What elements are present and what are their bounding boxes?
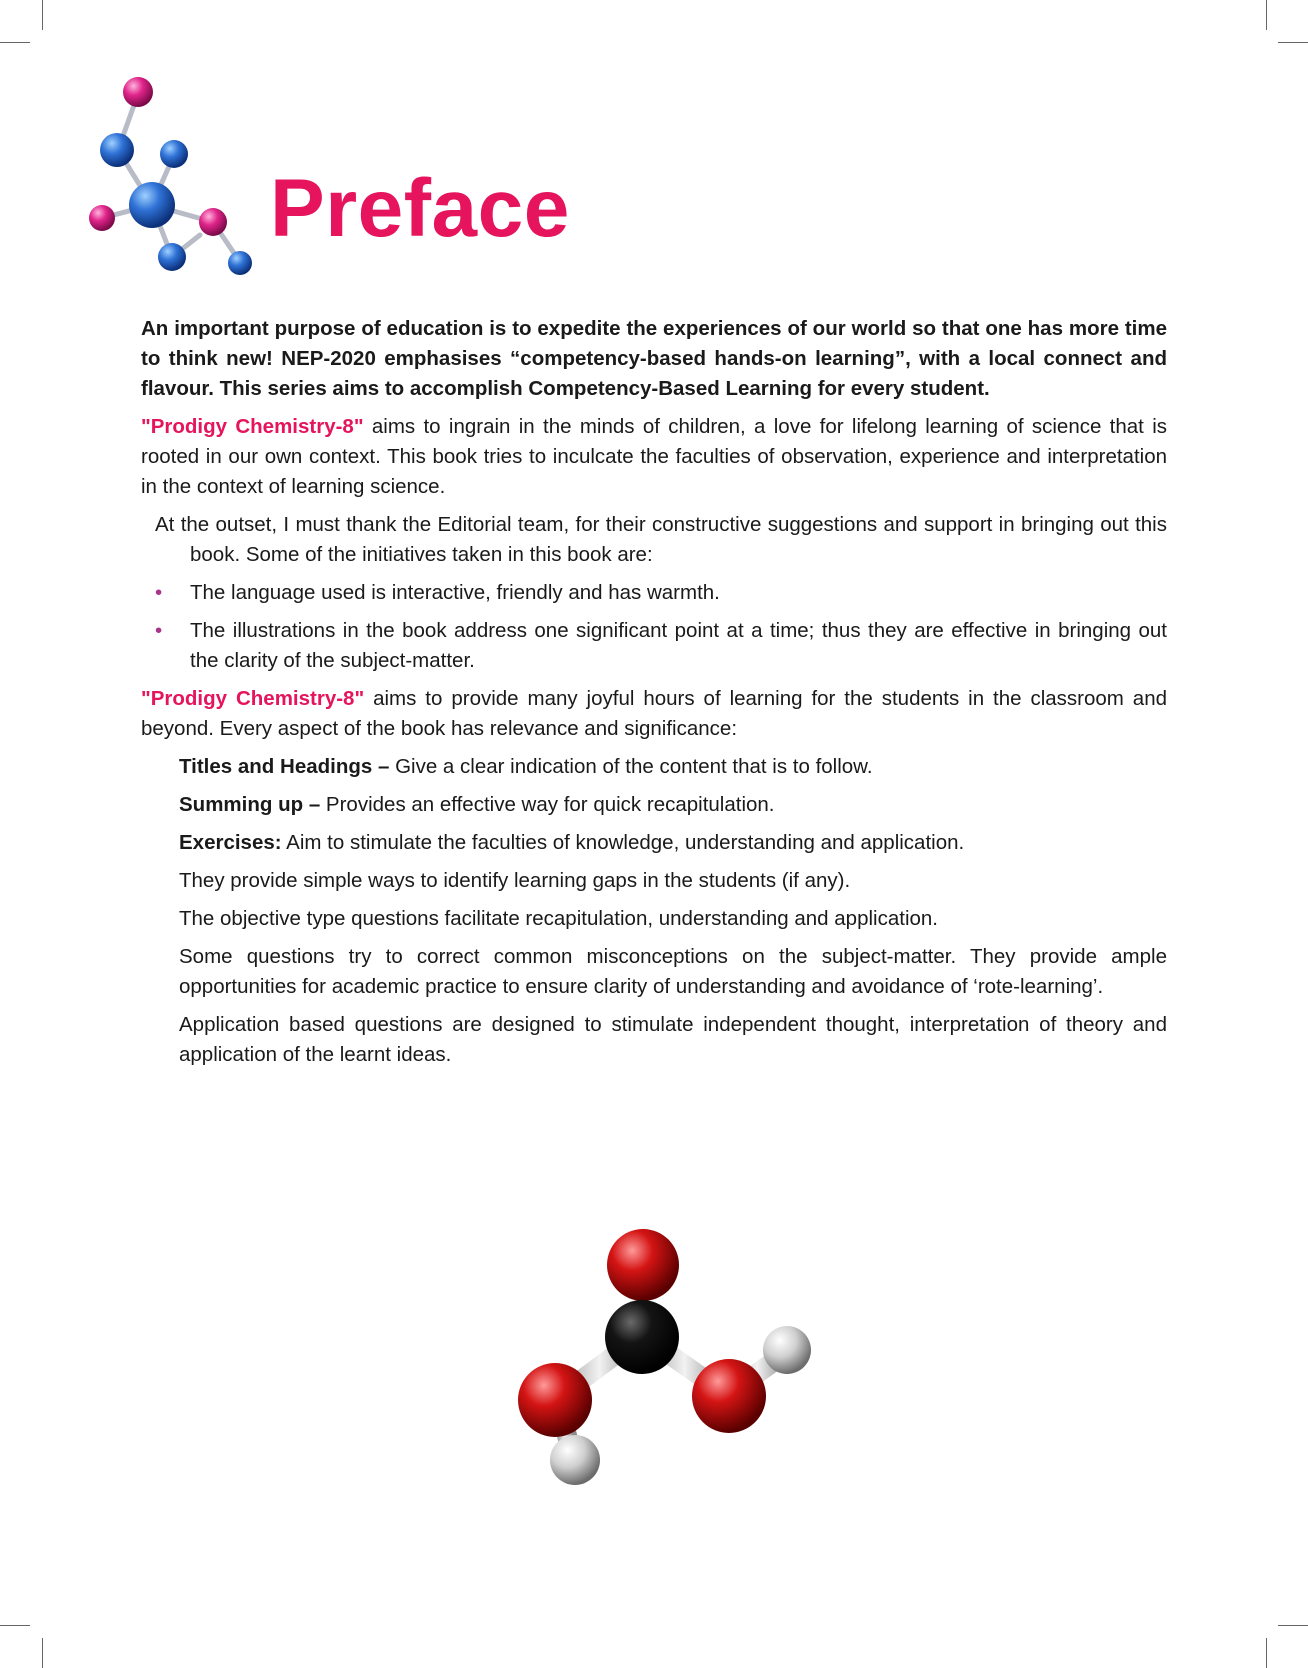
exercise-note: The objective type questions facilitate recapitulation, understanding and application. — [179, 907, 938, 930]
crop-mark-bottom-right-h — [1278, 1625, 1308, 1626]
exercise-note: Some questions try to correct common misconceptions on the subject-matter. They provide ample opportunities for academic practice to ensure clarity of understanding and avoidance of ‘rote-learning’. — [179, 945, 1167, 998]
paragraph-1 — [141, 412, 1167, 502]
crop-mark-top-left-h — [0, 42, 30, 43]
crop-mark-bottom-left-h — [0, 1625, 30, 1626]
feature-label: Summing up – — [179, 793, 321, 816]
book-title: "Prodigy Chemistry-8" — [141, 687, 365, 710]
intro-paragraph: An important purpose of education is to expedite the experiences of our world so that one has more time to think new! NEP-2020 emphasises “competency-based hands-on learning”, with a local connect and flavour. This series aims to accomplish Competency-Based Learning for every student. — [141, 317, 1167, 400]
exercise-note: Application based questions are designed to stimulate independent thought, interpretation of theory and application of the learnt ideas. — [179, 1013, 1167, 1066]
preface-body — [141, 314, 1167, 1078]
carbonic-acid-molecule-icon — [505, 1220, 825, 1505]
feature-item — [141, 790, 1167, 820]
bullet-icon: • — [155, 619, 163, 642]
feature-text: Give a clear indication of the content that is to follow. — [389, 755, 873, 778]
bullet-text: The language used is interactive, friendly and has warmth. — [190, 581, 720, 604]
feature-item — [141, 752, 1167, 782]
crop-mark-top-left — [42, 0, 43, 30]
feature-item — [141, 828, 1167, 858]
crop-mark-top-right — [1266, 0, 1267, 30]
paragraph-3 — [141, 684, 1167, 744]
exercise-note: They provide simple ways to identify learning gaps in the students (if any). — [179, 869, 851, 892]
molecule-icon — [80, 70, 270, 280]
bullet-icon: • — [155, 581, 163, 604]
paragraph-2: At the outset, I must thank the Editorial team, for their constructive suggestions and support in bringing out this book. Some of the initiatives taken in this book are: — [155, 513, 1167, 566]
paragraph-1-text: aims to ingrain in the minds of children, a love for lifelong learning of science that is rooted in our own context. This book tries to inculcate the faculties of observation, experience and interpretation in the context of learning science. — [141, 415, 1167, 498]
bullet-text: The illustrations in the book address one significant point at a time; thus they are effective in bringing out the clarity of the subject-matter. — [190, 619, 1167, 672]
crop-mark-top-right-h — [1278, 42, 1308, 43]
feature-text: Aim to stimulate the faculties of knowledge, understanding and application. — [281, 831, 965, 854]
page-title: Preface — [270, 163, 570, 254]
crop-mark-bottom-left — [42, 1638, 43, 1668]
book-title: "Prodigy Chemistry-8" — [141, 415, 364, 438]
list-item — [141, 578, 1167, 608]
feature-label: Exercises: — [179, 831, 282, 854]
feature-label: Titles and Headings – — [179, 755, 390, 778]
crop-mark-bottom-right — [1266, 1638, 1267, 1668]
paragraph-3-text: aims to provide many joyful hours of learning for the students in the classroom and beyond. Every aspect of the book has relevance and significance: — [141, 687, 1167, 740]
list-item — [141, 616, 1167, 676]
feature-text: Provides an effective way for quick recapitulation. — [320, 793, 775, 816]
